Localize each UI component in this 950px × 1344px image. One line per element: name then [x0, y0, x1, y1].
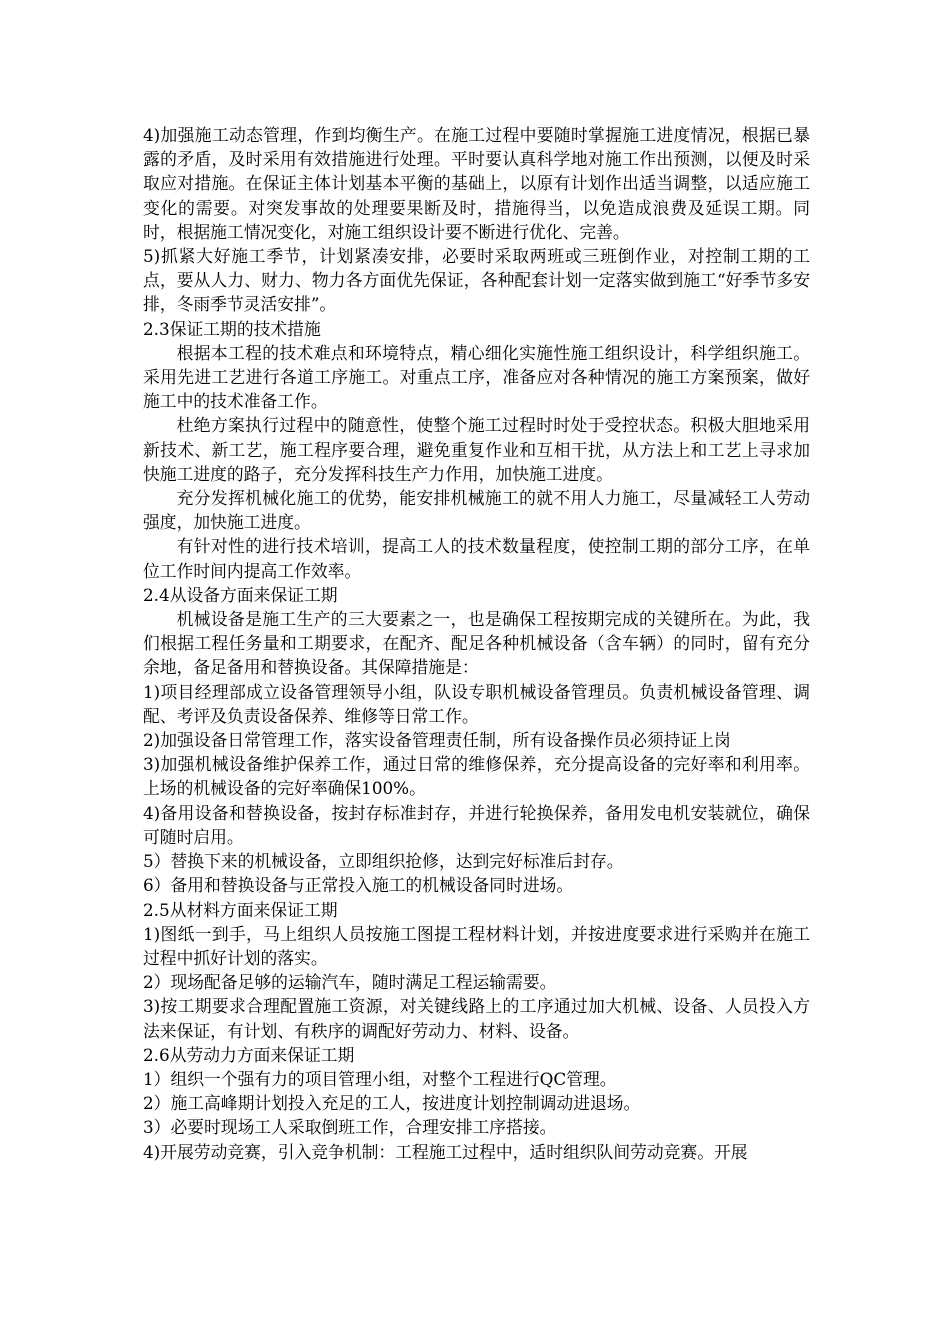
- paragraph: 4)加强施工动态管理，作到均衡生产。在施工过程中要随时掌握施工进度情况，根据已暴露的矛盾，及时采用有效措施进行处理。平时要认真科学地对施工作出预测，以便及时采取应对措施。在保证主体计划基本平衡的基础上，以原有计划作出适当调整，以适应施工变化的需要。对突发事故的处理要果断及时，措施得当，以免造成浪费及延误工期。同时，根据施工情况变化，对施工组织设计要不断进行优化、完善。: [143, 125, 810, 242]
- section-heading: 2.5从材料方面来保证工期: [143, 899, 338, 920]
- paragraph: 2）现场配备足够的运输汽车，随时满足工程运输需要。: [143, 972, 557, 993]
- paragraph: 1)项目经理部成立设备管理领导小组，队设专职机械设备管理员。负责机械设备管理、调配、考评及负责设备保养、维修等日常工作。: [143, 681, 810, 726]
- paragraph: 根据本工程的技术难点和环境特点，精心细化实施性施工组织设计，科学组织施工。采用先进工艺进行各道工序施工。对重点工序，准备应对各种情况的施工方案预案，做好施工中的技术准备工作。: [143, 342, 810, 412]
- section-heading: 2.4从设备方面来保证工期: [143, 584, 338, 605]
- paragraph: 3）必要时现场工人采取倒班工作，合理安排工序搭接。: [143, 1117, 557, 1138]
- section-heading: 2.3保证工期的技术措施: [143, 318, 321, 339]
- paragraph: 杜绝方案执行过程中的随意性，使整个施工过程时时处于受控状态。积极大胆地采用新技术、新工艺，施工程序要合理，避免重复作业和互相干扰，从方法上和工艺上寻求加快施工进度的路子，充分发挥科技生产力作用，加快施工进度。: [143, 415, 810, 484]
- paragraph: 5)抓紧大好施工季节，计划紧凑安排，必要时采取两班或三班倒作业，对控制工期的工点，要从人力、财力、物力各方面优先保证，各种配套计划一定落实做到施工“好季节多安排，冬雨季节灵活安排”。: [143, 246, 810, 315]
- paragraph: 2)加强设备日常管理工作，落实设备管理责任制，所有设备操作员必须持证上岗: [143, 730, 731, 751]
- paragraph: 1）组织一个强有力的项目管理小组，对整个工程进行QC管理。: [143, 1068, 617, 1089]
- paragraph: 5）替换下来的机械设备，立即组织抢修，达到完好标准后封存。: [143, 851, 624, 872]
- paragraph: 1)图纸一到手，马上组织人员按施工图提工程材料计划，并按进度要求进行采购并在施工过程中抓好计划的落实。: [143, 923, 810, 968]
- paragraph: 有针对性的进行技术培训，提高工人的技术数量程度，使控制工期的部分工序，在单位工作时间内提高工作效率。: [143, 536, 810, 581]
- paragraph: 3)按工期要求合理配置施工资源，对关键线路上的工序通过加大机械、设备、人员投入方法来保证，有计划、有秩序的调配好劳动力、材料、设备。: [143, 996, 810, 1041]
- section-heading: 2.6从劳动力方面来保证工期: [143, 1044, 355, 1065]
- paragraph: 充分发挥机械化施工的优势，能安排机械施工的就不用人力施工，尽量减轻工人劳动强度，加快施工进度。: [143, 488, 810, 533]
- document-body: [143, 123, 810, 1164]
- paragraph: 4)备用设备和替换设备，按封存标准封存，并进行轮换保养，备用发电机安装就位，确保可随时启用。: [143, 802, 810, 847]
- paragraph: 3)加强机械设备维护保养工作，通过日常的维修保养，充分提高设备的完好率和利用率。上场的机械设备的完好率确保100%。: [143, 754, 810, 799]
- paragraph: 2）施工高峰期计划投入充足的工人，按进度计划控制调动进退场。: [143, 1093, 641, 1114]
- paragraph: 机械设备是施工生产的三大要素之一，也是确保工程按期完成的关键所在。为此，我们根据工程任务量和工期要求，在配齐、配足各种机械设备（含车辆）的同时，留有充分余地，备足备用和替换设备。其保障措施是：: [143, 609, 810, 678]
- paragraph: 4)开展劳动竞赛，引入竞争机制：工程施工过程中，适时组织队间劳动竞赛。开展: [143, 1141, 748, 1162]
- paragraph: 6）备用和替换设备与正常投入施工的机械设备同时进场。: [143, 875, 574, 896]
